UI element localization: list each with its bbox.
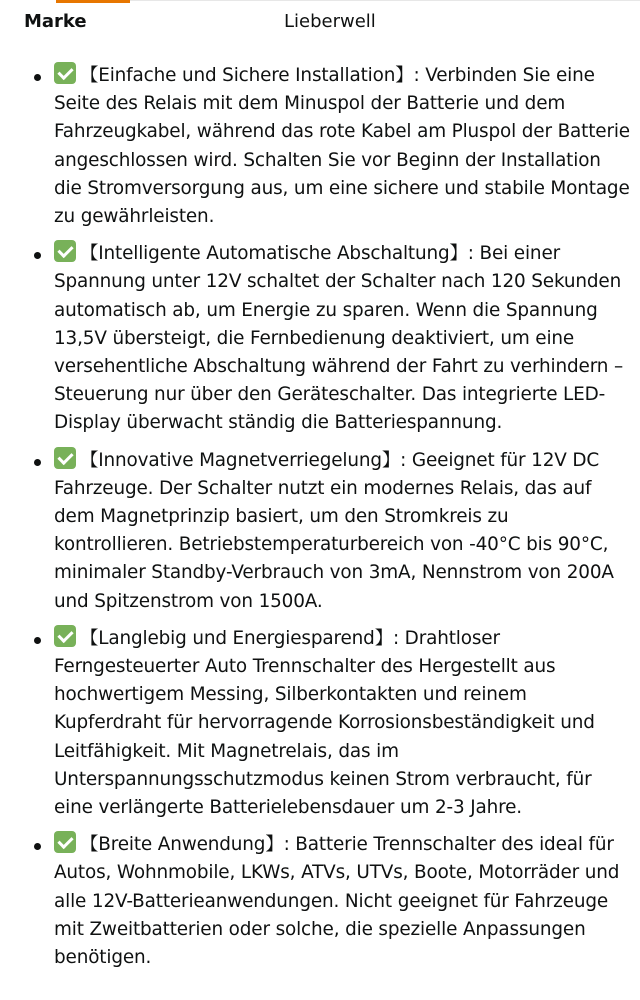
check-mark-button-icon <box>54 831 76 853</box>
feature-bullet-durable <box>0 625 640 822</box>
bullet-text: : Drahtloser Ferngesteuerter Auto Trennschalter des Hergestellt aus hochwertigem Messing, Silberkontakten und reinem Kupferdraht für hervorragende Korrosionsbeständigkeit und Leitfähigkeit. Mit Magnetrelais, das im Unterspannungsschutzmodus keinen Strom verbraucht, für eine verlängerte Batterielebensdauer um 2-3 Jahre. <box>54 627 595 819</box>
bullet-dot <box>34 252 41 259</box>
check-mark-button-icon <box>54 447 76 469</box>
product-attribute-row <box>24 10 640 36</box>
bullet-title: 【Langlebig und Energiesparend】 <box>80 627 393 649</box>
check-mark-button-icon <box>54 62 76 84</box>
bullet-text: : Bei einer Spannung unter 12V schaltet der Schalter nach 120 Sekunden automatisch ab, um Energie zu sparen. Wenn die Spannung 13,5V übersteigt, die Fernbedienung deaktiviert, um eine versehentliche Abschaltung während der Fahrt zu verhindern – Steuerung nur über den Geräteschalter. Das integrierte LED-Display überwacht ständig die Batteriespannung. <box>54 243 624 434</box>
feature-bullet-applications <box>0 831 640 972</box>
bullet-title: 【Einfache und Sichere Installation】 <box>80 65 414 86</box>
feature-bullet-installation <box>0 62 640 231</box>
bullet-dot <box>34 637 41 644</box>
bullet-dot <box>34 74 41 81</box>
check-mark-button-icon <box>54 240 76 262</box>
bullet-dot <box>34 459 41 466</box>
top-divider <box>130 0 640 1</box>
bullet-dot <box>34 843 41 850</box>
attribute-value: Lieberwell <box>284 11 376 32</box>
attribute-key: Marke <box>24 11 87 32</box>
bullet-text: : Batterie Trennschalter des ideal für Autos, Wohnmobile, LKWs, ATVs, UTVs, Boote, Motorräder und alle 12V-Batterieanwendungen. Nicht geeignet für Fahrzeuge mit Zweitbatterien oder solche, die spezielle Anpassungen benötigen. <box>54 834 620 969</box>
feature-bullet-list <box>0 62 640 981</box>
feature-bullet-auto-shutoff <box>0 240 640 437</box>
check-mark-button-icon <box>54 625 76 647</box>
bullet-title: 【Breite Anwendung】 <box>80 834 284 856</box>
feature-bullet-magnetic-lock <box>0 447 640 616</box>
bullet-title: 【Innovative Magnetverriegelung】 <box>80 449 401 471</box>
active-tab-indicator <box>56 0 130 3</box>
bullet-title: 【Intelligente Automatische Abschaltung】 <box>80 243 468 265</box>
bullet-text: : Verbinden Sie eine Seite des Relais mit dem Minuspol der Batterie und dem Fahrzeugkabel, während das rote Kabel am Pluspol der Batterie angeschlossen wird. Schalten Sie vor Beginn der Installation die Stromversorgung aus, um eine sichere und stabile Montage zu gewährleisten. <box>54 65 630 228</box>
bullet-text: : Geeignet für 12V DC Fahrzeuge. Der Schalter nutzt ein modernes Relais, das auf dem Magnetprinzip basiert, um den Stromkreis zu kontrollieren. Betriebstemperaturbereich von -40°C bis 90°C, minimaler Standby-Verbrauch von 3mA, Nennstrom von 200A und Spitzenstrom von 1500A. <box>54 449 614 612</box>
